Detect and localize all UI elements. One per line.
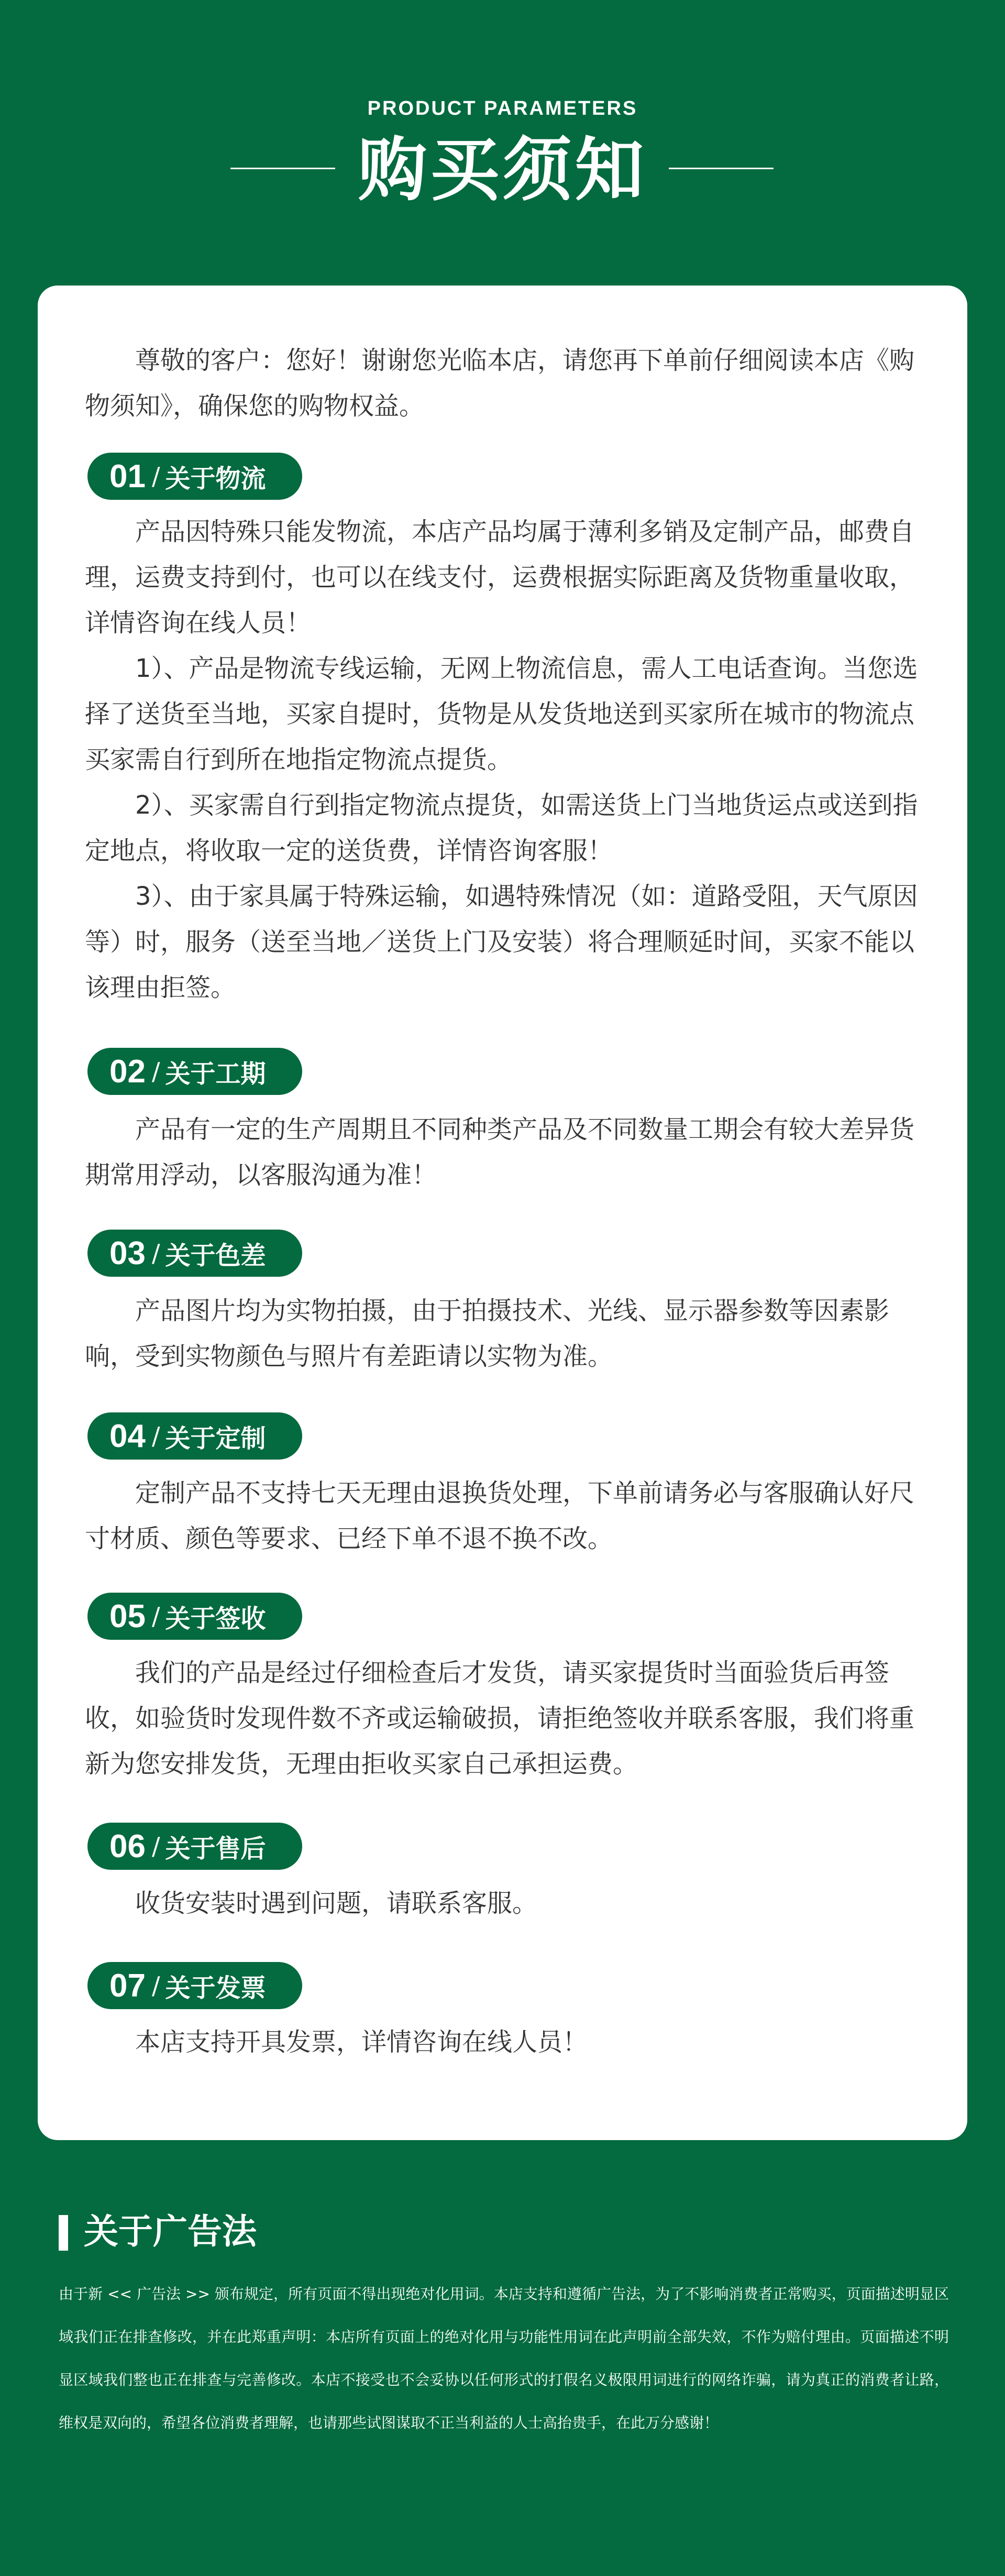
section-paragraph: 我们的产品是经过仔细检查后才发货，请买家提货时当面验货后再签收，如验货时发现件数不齐或运输破损，请拒绝签收并联系客服，我们将重新为您安排发货，无理由拒收买家自己承担运费。 bbox=[85, 1658, 915, 1779]
slash-divider: / bbox=[151, 1602, 160, 1630]
section-number: 02 bbox=[109, 1053, 146, 1090]
section-label: 关于物流 bbox=[165, 464, 266, 494]
section-number: 07 bbox=[109, 1967, 146, 2004]
section-paragraph: 本店支持开具发票，详情咨询在线人员！ bbox=[135, 2027, 588, 2057]
section-number: 03 bbox=[109, 1235, 146, 1271]
page-title: 购买须知 bbox=[358, 130, 647, 211]
section-label: 关于发票 bbox=[165, 1973, 266, 2003]
section-badge-invoice bbox=[87, 1962, 302, 2009]
intro-paragraph: 尊敬的客户：您好！谢谢您光临本店，请您再下单前仔细阅读本店《购物须知》，确保您的购物权益。 bbox=[85, 346, 915, 421]
section-paragraph: 3）、由于家具属于特殊运输，如遇特殊情况（如：道路受阻，天气原因等）时，服务（送至当地／送货上门及安装）将合理顺延时间，买家不能以该理由拒签。 bbox=[85, 882, 918, 1002]
section-badge-color-difference bbox=[87, 1230, 302, 1277]
slash-divider: / bbox=[151, 1832, 160, 1860]
header bbox=[0, 0, 1005, 286]
section-paragraph: 2）、买家需自行到指定物流点提货，如需送货上门当地货运点或送到指定地点，将收取一定的送货费，详情咨询客服！ bbox=[85, 791, 918, 865]
section-badge-customization bbox=[87, 1412, 302, 1460]
section-badge-lead-time bbox=[87, 1048, 302, 1095]
section-paragraph: 收货安装时遇到问题，请联系客服。 bbox=[135, 1889, 538, 1918]
section-number: 04 bbox=[109, 1418, 146, 1454]
section-badge-logistics bbox=[87, 453, 302, 500]
slash-divider: / bbox=[151, 462, 160, 490]
section-number: 06 bbox=[109, 1828, 146, 1865]
title-divider-right bbox=[669, 168, 774, 169]
section-paragraph: 1）、产品是物流专线运输，无网上物流信息，需人工电话查询。当您选择了送货至当地，买家自提时，货物是从发货地送到买家所在城市的物流点买家需自行到所在地指定物流点提货。 bbox=[85, 654, 918, 774]
section-number: 01 bbox=[109, 458, 146, 495]
english-subtitle: PRODUCT PARAMETERS bbox=[367, 97, 638, 119]
section-label: 关于工期 bbox=[165, 1059, 266, 1089]
section-number: 05 bbox=[109, 1598, 146, 1635]
ad-law-text: 由于新 << 广告法 >> 颁布规定，所有页面不得出现绝对化用词。本店支持和遵循广告法，为了不影响消费者正常购买，页面描述明显区域我们正在排查修改，并在此郑重声明：本店所有页面上的绝对化用与功能性用词在此声明前全部失效，不作为赔付理由。页面描述不明显区域我们整也正在排查与完善修改。本店不接受也不会妥协以任何形式的打假名义极限用词进行的网络诈骗，请为真正的消费者让路，维权是双向的，希望各位消费者理解，也请那些试图谋取不正当利益的人士高抬贵手，在此万分感谢！ bbox=[59, 2285, 949, 2431]
notice-card bbox=[38, 286, 967, 2140]
section-label: 关于定制 bbox=[165, 1423, 266, 1453]
ad-law-title: 关于广告法 bbox=[84, 2211, 257, 2252]
slash-divider: / bbox=[151, 1971, 160, 2000]
slash-divider: / bbox=[151, 1239, 160, 1267]
section-label: 关于签收 bbox=[165, 1604, 266, 1634]
section-badge-after-sales bbox=[87, 1823, 302, 1870]
section-paragraph: 产品图片均为实物拍摄，由于拍摄技术、光线、显示器参数等因素影响，受到实物颜色与照片有差距请以实物为准。 bbox=[85, 1296, 890, 1371]
section-paragraph: 产品有一定的生产周期且不同种类产品及不同数量工期会有较大差异货期常用浮动，以客服沟通为准！ bbox=[85, 1115, 915, 1190]
section-paragraph: 定制产品不支持七天无理由退换货处理，下单前请务必与客服确认好尺寸材质、颜色等要求、已经下单不退不换不改。 bbox=[85, 1478, 915, 1553]
section-badge-signing bbox=[87, 1593, 302, 1640]
section-paragraph: 产品因特殊只能发物流，本店产品均属于薄利多销及定制产品，邮费自理，运费支持到付，也可以在线支付，运费根据实际距离及货物重量收取，详情咨询在线人员！ bbox=[85, 517, 915, 638]
section-label: 关于色差 bbox=[165, 1241, 266, 1270]
slash-divider: / bbox=[151, 1057, 160, 1086]
ad-law-accent-bar bbox=[59, 2215, 68, 2251]
slash-divider: / bbox=[151, 1422, 160, 1450]
section-label: 关于售后 bbox=[165, 1834, 266, 1864]
